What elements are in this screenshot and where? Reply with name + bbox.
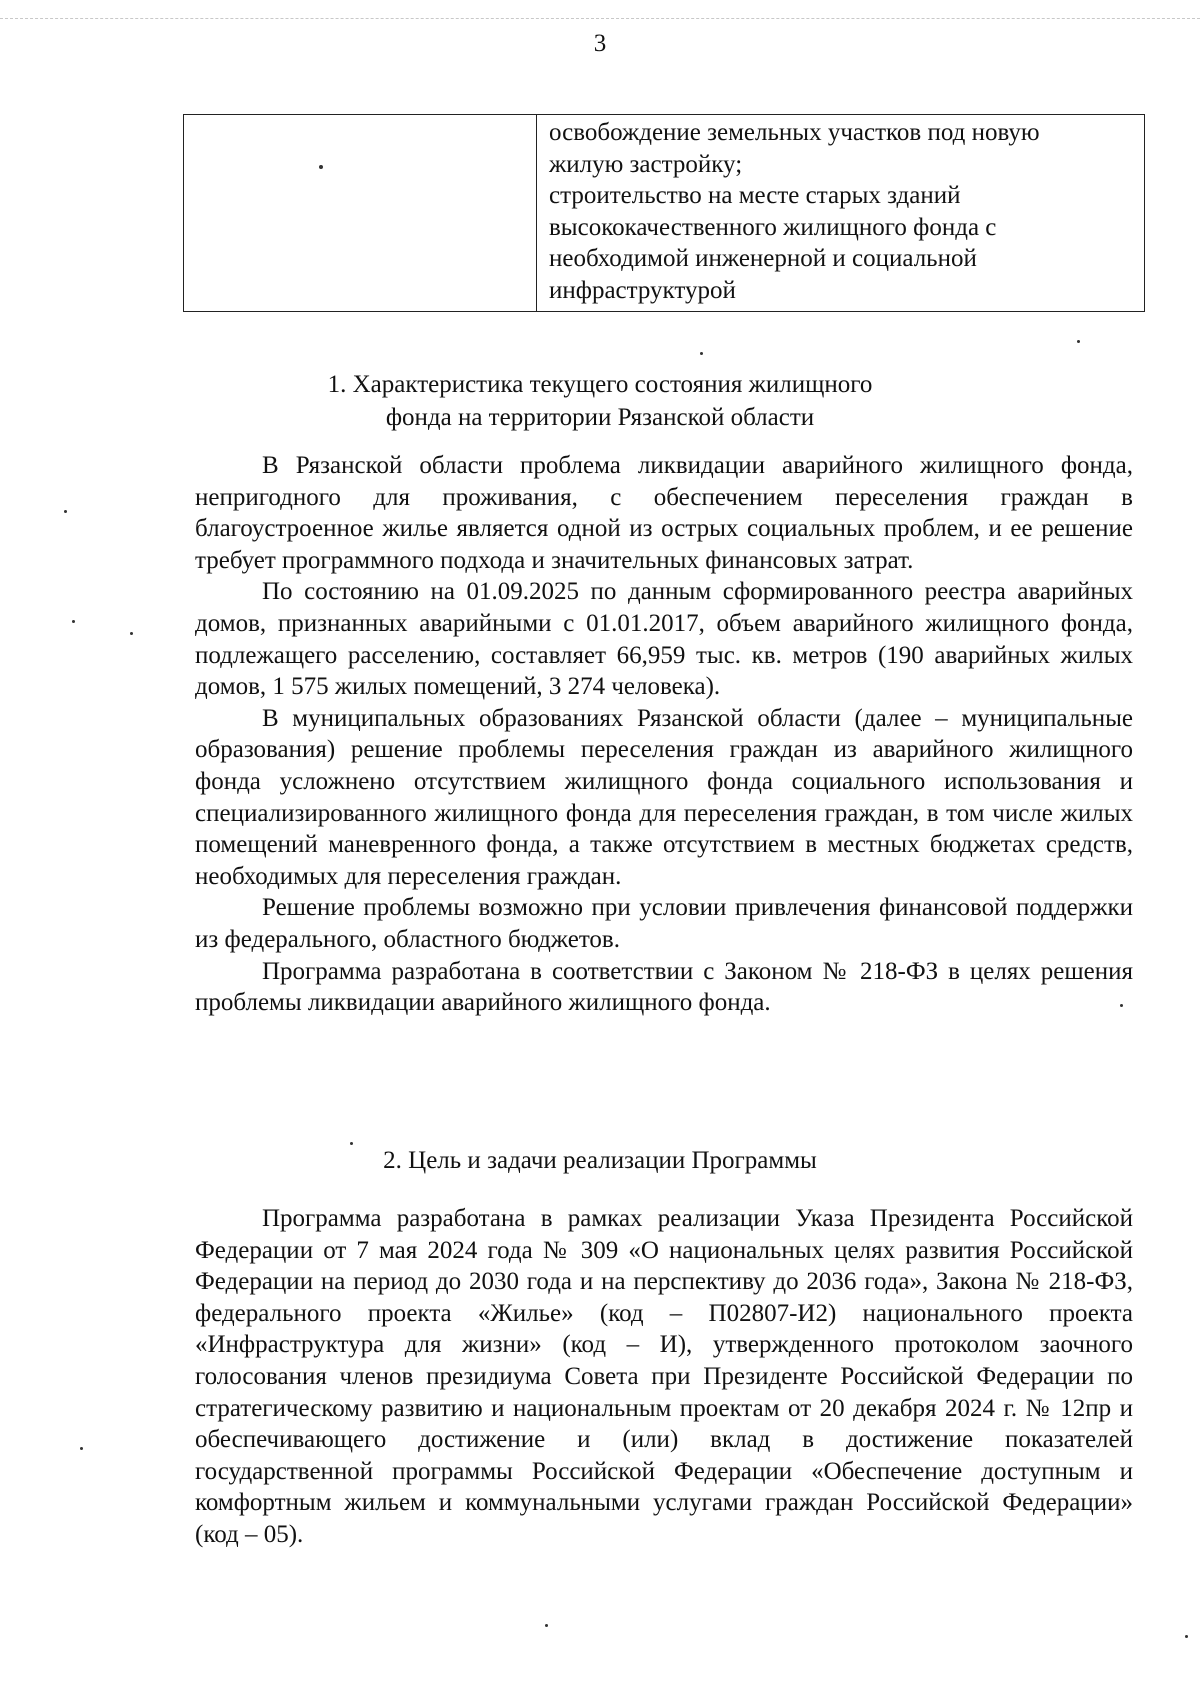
- section-2-body: [195, 1203, 1133, 1551]
- scan-speck: [700, 352, 703, 355]
- page-number: 3: [593, 30, 607, 57]
- paragraph: Решение проблемы возможно при условии привлечения финансовой поддержки из федерального, областного бюджетов.: [195, 894, 1133, 953]
- table-cell-line: освобождение земельных участков под новую: [549, 119, 1040, 146]
- continuation-table: [183, 114, 1145, 312]
- scan-speck: [1077, 340, 1080, 343]
- paragraph: В муниципальных образованиях Рязанской области (далее – муниципальные образования) решение проблемы переселения граждан из аварийного жилищного фонда усложнено отсутствием жилищного фонда социального использования и специализированного жилищного фонда для переселения граждан, в том числе жилых помещений маневренного фонда, а также отсутствием в местных бюджетах средств, необходимых для переселения граждан.: [195, 704, 1133, 890]
- section-2-heading: 2. Цель и задачи реализации Программы: [383, 1147, 817, 1174]
- table-row: [184, 115, 1145, 312]
- table-cell-line: высококачественного жилищного фонда с: [549, 213, 997, 241]
- paragraph: По состоянию на 01.09.2025 по данным сформированного реестра аварийных домов, признанных аварийными с 01.01.2017, объем аварийного жилищного фонда, подлежащего расселению, составляет 66,959 тыс. кв. метров (190 аварийных жилых домов, 1 575 жилых помещений, 3 274 человека).: [195, 578, 1133, 701]
- scan-speck: [545, 1624, 548, 1627]
- section-1-heading-line-2: фонда на территории Рязанской области: [385, 404, 815, 431]
- table-cell-line: инфраструктурой: [549, 276, 736, 304]
- scan-speck: [1185, 1635, 1188, 1638]
- scan-top-edge: [0, 18, 1200, 19]
- section-1-heading-line-1: 1. Характеристика текущего состояния жилищного: [327, 371, 873, 398]
- scan-speck: [80, 1447, 83, 1450]
- scan-speck: [1120, 1004, 1123, 1007]
- scan-speck: [130, 632, 133, 635]
- table-cell-left: [184, 115, 537, 312]
- table-cell-line: жилую застройку;: [549, 150, 743, 178]
- paragraph: Программа разработана в соответствии с Законом № 218-ФЗ в целях решения проблемы ликвидации аварийного жилищного фонда.: [195, 957, 1133, 1017]
- scan-speck: [72, 620, 75, 623]
- table-cell-line: строительство на месте старых зданий: [549, 182, 961, 209]
- section-1-body: [195, 450, 1133, 1019]
- scan-speck: [319, 165, 323, 169]
- paragraph: Программа разработана в рамках реализации Указа Президента Российской Федерации от 7 мая 2024 года № 309 «О национальных целях развития Российской Федерации на период до 2030 года и на перспективу до 2036 года», Закона № 218-ФЗ, федерального проекта «Жилье» (код – П02807-И2) национального проекта «Инфраструктура для жизни» (код – И), утвержденного протоколом заочного голосования членов президиума Совета при Президенте Российской Федерации по стратегическому развитию и национальным проектам от 20 декабря 2024 г. № 12пр и обеспечивающего достижение и (или) вклад в достижение показателей государственной программы Российской Федерации «Обеспечение доступным и комфортным жильем и коммунальными услугами граждан Российской Федерации» (код – 05).: [195, 1205, 1133, 1548]
- scan-speck: [64, 510, 67, 513]
- scan-speck: [350, 1142, 353, 1145]
- table-cell-right: [537, 115, 1145, 312]
- table-cell-line: необходимой инженерной и социальной: [549, 245, 977, 272]
- paragraph: В Рязанской области проблема ликвидации аварийного жилищного фонда, непригодного для проживания, с обеспечением переселения граждан в благоустроенное жилье является одной из острых социальных проблем, и ее решение требует программного подхода и значительных финансовых затрат.: [195, 452, 1133, 574]
